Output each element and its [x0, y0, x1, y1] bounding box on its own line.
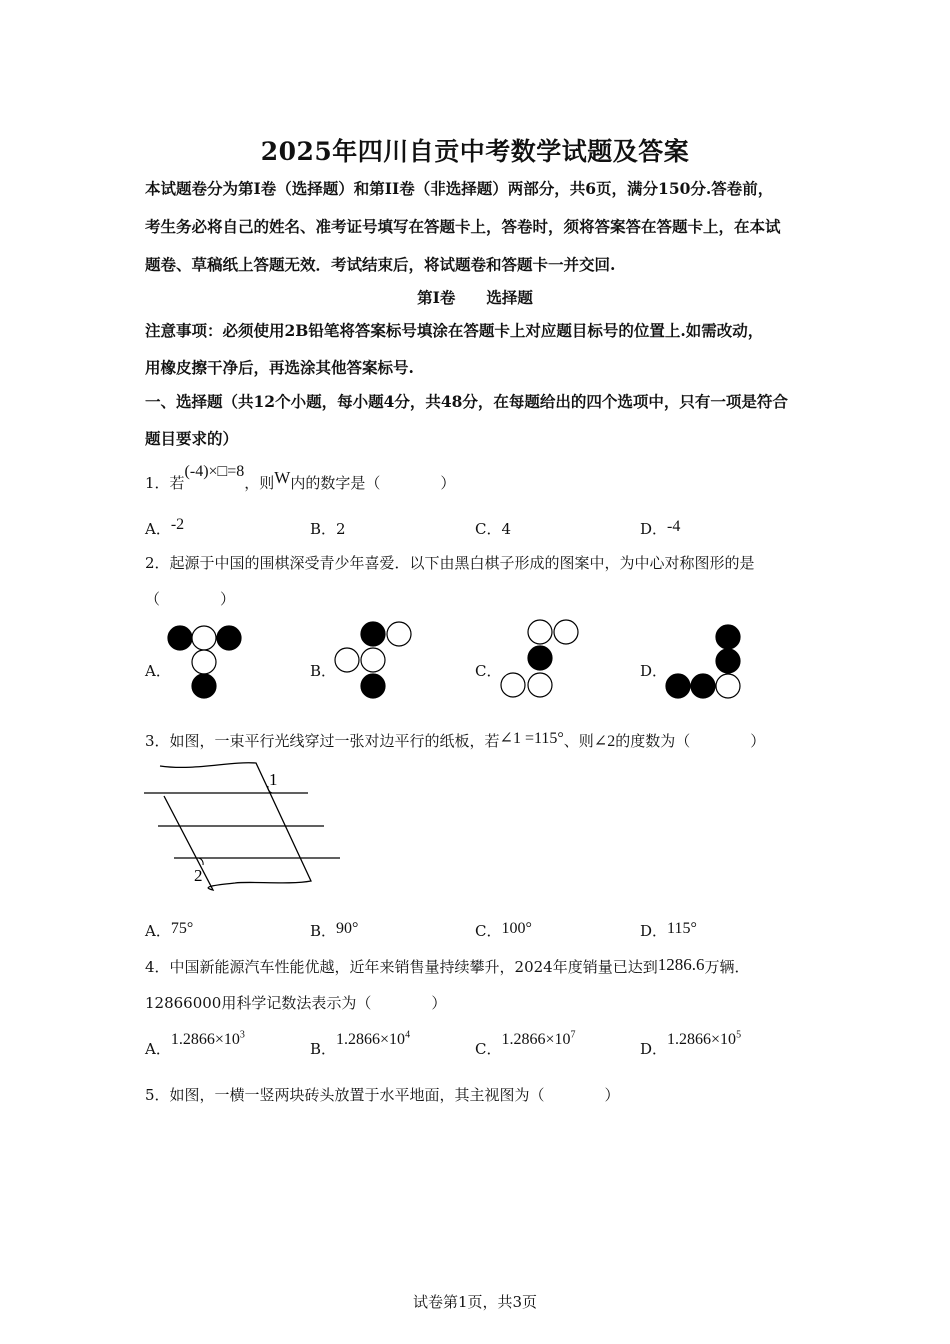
q3-stem-suffix: 的度数为（ ） — [615, 732, 766, 750]
q2-option-d-label[interactable]: D． — [640, 662, 668, 680]
q1-option-d[interactable] — [640, 518, 680, 539]
q2-figure-b — [325, 615, 425, 705]
option-value: 100° — [501, 920, 532, 937]
sci-exponent: 7 — [570, 1029, 576, 1041]
black-stone — [666, 674, 690, 698]
black-stone — [168, 626, 192, 650]
q3-option-d[interactable] — [640, 920, 697, 941]
q1-mid: ，则 — [244, 474, 275, 492]
q3-stem — [145, 730, 765, 751]
q1-prefix: 1．若 — [145, 474, 185, 492]
white-stone — [361, 648, 385, 672]
white-stone — [528, 620, 552, 644]
white-stone — [554, 620, 578, 644]
option-value: 115° — [667, 920, 697, 937]
black-stone — [528, 646, 552, 670]
sci-exponent: 3 — [239, 1029, 245, 1041]
option-value: 90° — [336, 920, 359, 937]
intro-line-3: 题卷、草稿纸上答题无效．考试结束后，将试题卷和答题卡一并交回. — [145, 255, 616, 274]
page-title: 2025年四川自贡中考数学试题及答案 — [260, 137, 690, 166]
q1-option-a[interactable] — [145, 518, 184, 539]
q2-option-c-label[interactable]: C． — [475, 662, 502, 680]
q3-angle-expression: ∠1 =115° — [499, 730, 564, 747]
option-letter: B． — [310, 922, 337, 940]
black-stone — [192, 674, 216, 698]
q1-w-symbol: W — [274, 468, 291, 487]
black-stone — [716, 649, 740, 673]
option-letter: A． — [145, 1040, 171, 1058]
option-value: 4 — [501, 520, 512, 538]
q1-expression: (-4)×□=8 — [184, 463, 245, 480]
option-value — [667, 1031, 741, 1048]
section-heading: 第Ⅰ卷 选择题 — [417, 288, 533, 307]
black-stone — [361, 622, 385, 646]
option-value: -2 — [170, 516, 185, 533]
sci-base: 1.2866×10 — [667, 1031, 737, 1048]
q1-option-c[interactable] — [475, 518, 511, 539]
q5-stem: 5．如图，一横一竖两块砖头放置于水平地面，其主视图为（ ） — [145, 1086, 620, 1104]
white-stone — [192, 626, 216, 650]
q2-option-a-label[interactable]: A． — [145, 662, 171, 680]
q3-angle-2: ∠2 — [593, 733, 616, 750]
q2-stem-line-1: 2．起源于中国的围棋深受青少年喜爱．以下由黑白棋子形成的图案中，为中心对称图形的是 — [145, 554, 755, 572]
option-letter: C． — [475, 922, 502, 940]
option-value: -4 — [667, 518, 681, 535]
option-letter: C． — [475, 520, 502, 538]
option-letter: D． — [640, 520, 668, 538]
angle-1-label: 1 — [269, 770, 278, 789]
q2-figure-c — [490, 612, 590, 704]
black-stone — [217, 626, 241, 650]
q4-stem-suffix: 万辆． — [704, 958, 750, 976]
page-footer: 试卷第1页，共3页 — [412, 1293, 538, 1311]
option-letter: D． — [640, 1040, 668, 1058]
white-stone — [387, 622, 411, 646]
intro-line-1: 本试题卷分为第Ⅰ卷（选择题）和第II卷（非选择题）两部分，共6页，满分150分.答卷前， — [145, 179, 774, 198]
black-stone — [361, 674, 385, 698]
black-stone — [716, 625, 740, 649]
option-value: 2 — [336, 520, 346, 538]
q4-option-a[interactable] — [145, 1029, 245, 1059]
sci-base: 1.2866×10 — [336, 1031, 406, 1048]
q1-option-b[interactable] — [310, 518, 346, 539]
notice-line-2: 用橡皮擦干净后，再选涂其他答案标号. — [145, 358, 414, 377]
white-stone — [335, 648, 359, 672]
option-value: 75° — [170, 920, 194, 937]
sci-exponent: 5 — [736, 1029, 742, 1041]
q2-option-b-label[interactable]: B． — [310, 662, 337, 680]
option-letter: B． — [310, 520, 337, 538]
option-letter: B． — [310, 1040, 337, 1058]
q2-stem-line-2: （ ） — [145, 590, 236, 608]
sci-base: 1.2866×10 — [170, 1031, 240, 1048]
q2-figure-a — [160, 615, 260, 705]
q1-suffix: 内的数字是（ ） — [290, 474, 456, 492]
part-heading-line-1: 一、选择题（共12个小题，每小题4分，共48分，在每题给出的四个选项中，只有一项是符合 — [145, 392, 788, 411]
white-stone — [192, 650, 216, 674]
option-value — [171, 1031, 245, 1048]
q2-figure-d — [655, 615, 755, 705]
option-letter: A． — [145, 520, 171, 538]
q4-option-d[interactable] — [640, 1029, 742, 1059]
white-stone — [528, 673, 552, 697]
angle-2-label: 2 — [194, 866, 203, 885]
option-letter: A． — [145, 922, 171, 940]
q3-option-a[interactable] — [145, 920, 193, 941]
sci-exponent: 4 — [405, 1029, 411, 1041]
option-letter: C． — [475, 1040, 502, 1058]
white-stone — [501, 673, 525, 697]
q3-stem-prefix: 3．如图，一束平行光线穿过一张对边平行的纸板，若 — [145, 732, 500, 750]
intro-line-2: 考生务必将自己的姓名、准考证号填写在答题卡上，答卷时，须将答案答在答题卡上，在本试 — [145, 217, 781, 236]
q4-option-b[interactable] — [310, 1029, 411, 1059]
q4-stem-prefix: 4．中国新能源汽车性能优越，近年来销售量持续攀升，2024年度销量已达到 — [145, 958, 658, 976]
option-letter: D． — [640, 922, 668, 940]
notice-line-1: 注意事项：必须使用2B铅笔将答案标号填涂在答题卡上对应题目标号的位置上.如需改动， — [145, 321, 764, 340]
q3-option-b[interactable] — [310, 920, 358, 941]
q3-stem-mid: 、则 — [563, 732, 594, 750]
part-heading-line-2: 题目要求的） — [145, 429, 239, 448]
option-value — [501, 1031, 575, 1048]
white-stone — [716, 674, 740, 698]
q3-option-c[interactable] — [475, 920, 532, 941]
option-value — [336, 1031, 410, 1048]
q1-stem — [145, 463, 456, 493]
q4-stem — [145, 956, 750, 977]
black-stone — [691, 674, 715, 698]
q4-option-c[interactable] — [475, 1029, 576, 1059]
sci-base: 1.2866×10 — [501, 1031, 571, 1048]
q4-stem-line-2: 12866000用科学记数法表示为（ ） — [145, 994, 447, 1012]
q3-figure — [140, 755, 350, 895]
q4-amount: 1286.6 — [657, 955, 705, 974]
